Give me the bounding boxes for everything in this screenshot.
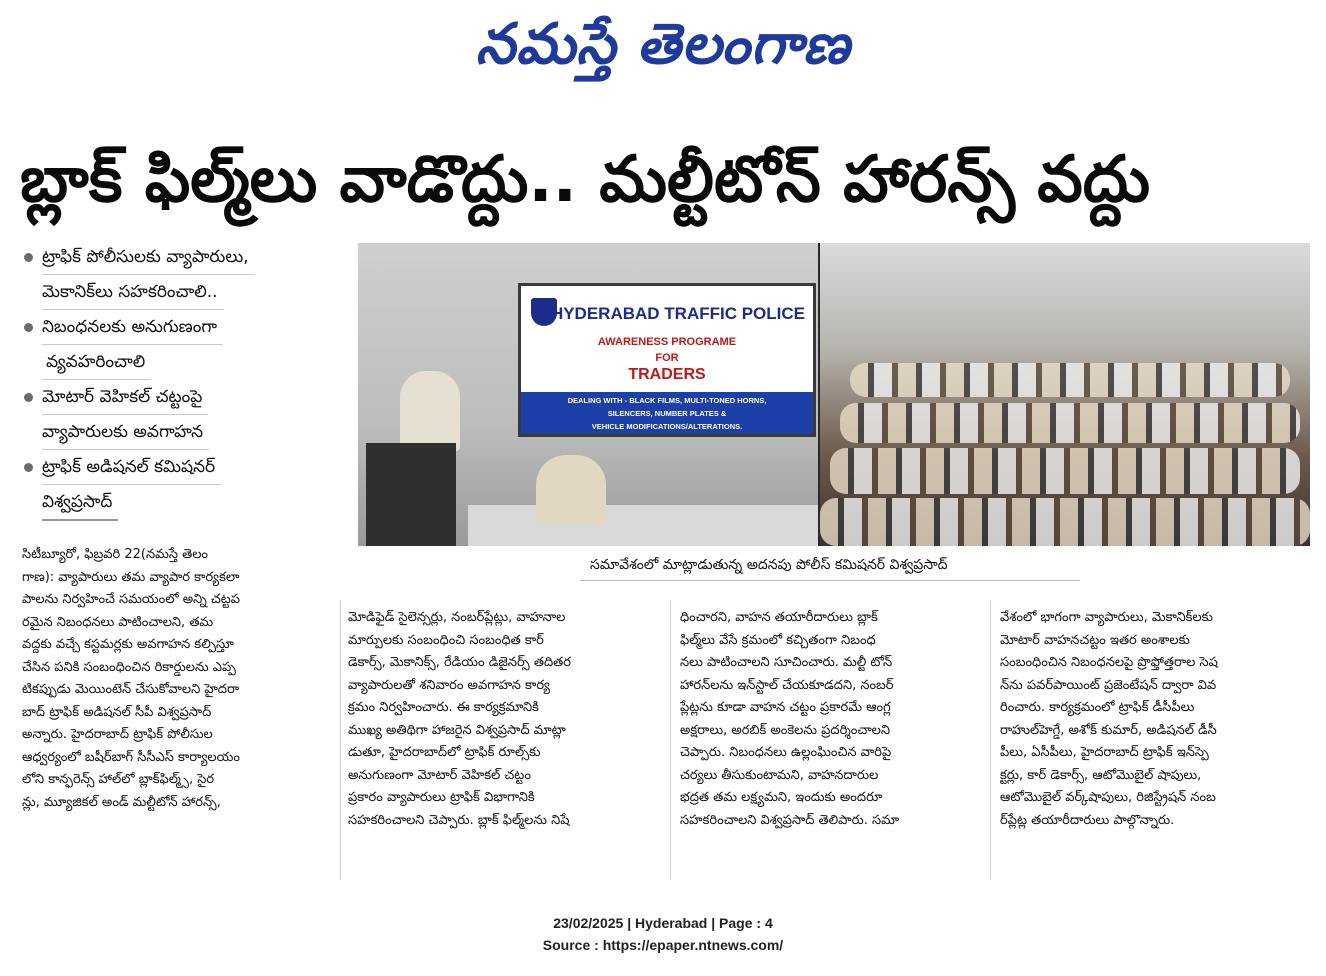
podium — [366, 443, 456, 546]
article-line: పీలు, ఏసీపీలు, హైదరాబాద్ ట్రాఫిక్ ఇన్‌స్పె — [1000, 745, 1209, 760]
article-line: ప్రకారం వ్యాపారులు ట్రాఫిక్ విభాగానికి — [348, 790, 535, 805]
article-line: డుతూ, హైదరాబాద్‌లో ట్రాఫిక్ రూల్స్‌కు — [348, 745, 541, 760]
article-line: ముఖ్య అతిథిగా హాజరైన విశ్వప్రసాద్ మాట్లా — [348, 722, 566, 738]
highlight-line: వ్యాపారులకు అవగాహన — [42, 415, 209, 450]
caption-divider — [580, 580, 1080, 581]
column-divider — [990, 600, 991, 880]
article-line: వద్దకు వచ్చే కస్టమర్లకు అవగాహన కల్పిస్తూ — [22, 637, 234, 652]
screen-band — [521, 392, 813, 434]
article-line: అన్నారు. హైదరాబాద్ ట్రాఫిక్ పోలీసుల — [22, 727, 213, 742]
article-line: మోటార్ వాహనచట్టం ఇతర అంశాలకు — [1000, 632, 1190, 648]
highlight-item — [22, 240, 342, 310]
highlight-line: మోటార్ వెహికల్ చట్టంపై — [42, 380, 208, 415]
article-line: చెప్పారు. నిబంధనలు ఉల్లంఘించిన వారిపై — [680, 745, 892, 760]
article-line: రమైన నిబంధనలు పాటించాలని, తమ — [22, 614, 214, 630]
masthead — [0, 4, 1326, 84]
newspaper-logo: నమస్తే తెలంగాణ — [475, 11, 851, 77]
seated-officer-figure — [536, 455, 606, 525]
article-line: హారన్‌లను ఇన్‌స్టాల్ చేయకూడదని, నంబర్ — [680, 677, 894, 693]
article-column-2 — [348, 607, 660, 832]
highlights-list — [22, 240, 342, 521]
highlight-line: మెకానిక్‌లు సహకరించాలి.. — [42, 275, 224, 310]
article-line: సిటీబ్యూరో, ఫిబ్రవరి 22(నమస్తే తెలం — [22, 547, 209, 562]
audience-row — [850, 363, 1290, 397]
article-line: మార్పులకు సంబంధించి సంబంధిత కార్ — [348, 632, 544, 648]
article-line: ధించారని, వాహన తయారీదారులు బ్లాక్ — [680, 610, 878, 625]
article-line: బాద్ ట్రాఫిక్ అడిషనల్ సీపీ విశ్వప్రసాద్ — [22, 704, 212, 720]
highlight-item — [22, 380, 342, 450]
article-line: క్టర్లు, కార్ డెకార్స్, ఆటోమొబైల్ షాపులు, — [1000, 767, 1202, 783]
audience-row — [820, 498, 1310, 546]
column-divider — [340, 600, 341, 880]
article-line: లోని కాన్ఫరెన్స్ హాల్‌లో బ్లాక్‌ఫిల్మ్స్, సైర — [22, 772, 215, 787]
article-column-4 — [1000, 607, 1310, 832]
screen-subtitle-line: FOR — [655, 352, 679, 364]
article-line: రాహుల్‌హెగ్డే, అశోక్ కుమార్, అడిషనల్ డీసీ — [1000, 722, 1217, 738]
article-line: గాణ): వ్యాపారులు తమ వ్యాపార కార్యకలా — [22, 569, 240, 585]
article-line: పాలను నిర్వహించే సమయంలో అన్ని చట్టప — [22, 592, 241, 607]
highlight-line: వ్యవహరించాలి — [42, 345, 151, 380]
article-line: ర్‌ప్లేట్ల తయారీదారులు పాల్గొన్నారు. — [1000, 812, 1175, 828]
article-line: టికప్పుడు మెయింటెన్ చేసుకోవాలని హైదరా — [22, 682, 240, 697]
article-line: భద్రత తమ లక్ష్యమని, ఇందుకు అందరూ — [680, 790, 883, 805]
article-column-3 — [680, 607, 980, 832]
screen-subtitle-line: AWARENESS PROGRAME — [597, 336, 737, 348]
highlight-line: ట్రాఫిక్ పోలీసులకు వ్యాపారులు, — [42, 240, 255, 275]
audience-photo — [820, 243, 1310, 546]
screen-band-line: SILENCERS, NUMBER PLATES & — [607, 409, 727, 418]
screen-heading: TRADERS — [628, 366, 706, 383]
article-line: ప్లేట్లను కూడా వాహన చట్టం ప్రకారమే ఆంగ్ల — [680, 700, 891, 715]
article-line: నలు పాటించాలని సూచించారు. మల్టీ టోన్ — [680, 655, 893, 670]
highlight-item — [22, 310, 342, 380]
article-line: మోడిఫైడ్ సైలెన్సర్లు, నంబర్‌ప్లేట్లు, వాహనాల — [348, 610, 566, 625]
article-line: న్లు, మ్యూజికల్ అండ్ మల్టీటోన్ హారన్స్, — [22, 794, 221, 810]
article-line: చర్యలు తీసుకుంటామని, వాహనదారుల — [680, 767, 879, 783]
speaker-figure — [400, 371, 460, 451]
edition-info: 23/02/2025 | Hyderabad | Page : 4 — [553, 915, 773, 931]
article-line: రించారు. కార్యక్రమంలో ట్రాఫిక్ డీసీపీలు — [1000, 700, 1195, 715]
stage-photo — [358, 243, 818, 546]
highlight-line: ట్రాఫిక్ అడిషనల్ కమిషనర్ — [42, 450, 221, 485]
article-line: న్‌ను పవర్‌పాయింట్ ప్రజెంటేషన్ ద్వారా వివ — [1000, 677, 1217, 693]
photo-caption: సమావేశంలో మాట్లాడుతున్న అదనపు పోలీస్ కమిషనర్ విశ్వప్రసాద్ — [590, 557, 948, 573]
screen-band-line: DEALING WITH - BLACK FILMS, MULTI-TONED HORNS, — [567, 396, 767, 405]
bullet-dot-icon — [24, 393, 33, 402]
article-line: వేశంలో భాగంగా వ్యాపారులు, మెకానిక్‌లకు — [1000, 610, 1213, 625]
article-line: సహకరించాలని విశ్వప్రసాద్ తెలిపారు. సమా — [680, 812, 900, 828]
article-line: వ్యాపారులతో శనివారం అవగాహన కార్య — [348, 677, 550, 693]
article-line: సహకరించాలని చెప్పారు. బ్లాక్ ఫిల్మ్‌లను నిషే — [348, 812, 570, 828]
highlight-line: నిబంధనలకు అనుగుణంగా — [42, 310, 223, 345]
audience-row — [840, 403, 1300, 443]
screen-subtitle — [521, 334, 813, 366]
highlight-line: విశ్వప్రసాద్ — [42, 485, 118, 521]
bullet-dot-icon — [24, 463, 33, 472]
article-line: అక్షరాలు, అరబిక్ అంకెలను ప్రదర్శించాలని — [680, 722, 891, 738]
audience-row — [830, 448, 1300, 494]
highlight-item — [22, 450, 342, 521]
article-line: ఫిల్మ్‌లు వేసే క్రమంలో కచ్చితంగా నిబంధ — [680, 632, 876, 648]
article-line: సంబంధించిన నిబంధనలపై ప్రొఫ్తోత్తరాల సెష — [1000, 655, 1218, 670]
article-line: అనుగుణంగా మోటార్ వెహికల్ చట్టం — [348, 767, 531, 783]
article-line: ఆటోమొబైల్ వర్క్‌షాపులు, రిజిస్ట్రేషన్ నంబ — [1000, 790, 1216, 805]
screen-title: HYDERABAD TRAFFIC POLICE — [550, 304, 805, 323]
article-line: క్రమం నిర్వహించారు. ఈ కార్యక్రమానికి — [348, 700, 539, 715]
screen-band-line: VEHICLE MODIFICATIONS/ALTERATIONS. — [591, 422, 743, 431]
column-divider — [670, 600, 671, 880]
bullet-dot-icon — [24, 323, 33, 332]
article-column-1 — [22, 544, 332, 814]
projection-screen — [518, 283, 816, 437]
source-link[interactable]: Source : https://epaper.ntnews.com/ — [542, 937, 784, 953]
article-line: చేసిన పనికి సంబంధించిన రికార్డులను ఎప్ప — [22, 659, 236, 675]
news-photo — [358, 243, 1310, 546]
headline: బ్లాక్ ఫిల్మ్‌లు వాడొద్దు.. మల్టీటోన్ హారన్స్ వద్దు — [20, 143, 1151, 217]
stage-table — [468, 505, 818, 546]
page-footer — [0, 912, 1326, 956]
bullet-dot-icon — [24, 253, 33, 262]
article-line: డెకార్స్, మెకానిక్స్, రేడియం డిజైనర్స్ తదితర — [348, 655, 571, 670]
article-line: ఆధ్వర్యంలో బషీర్‌బాగ్ సీసీఎస్ కార్యాలయం — [22, 749, 240, 765]
